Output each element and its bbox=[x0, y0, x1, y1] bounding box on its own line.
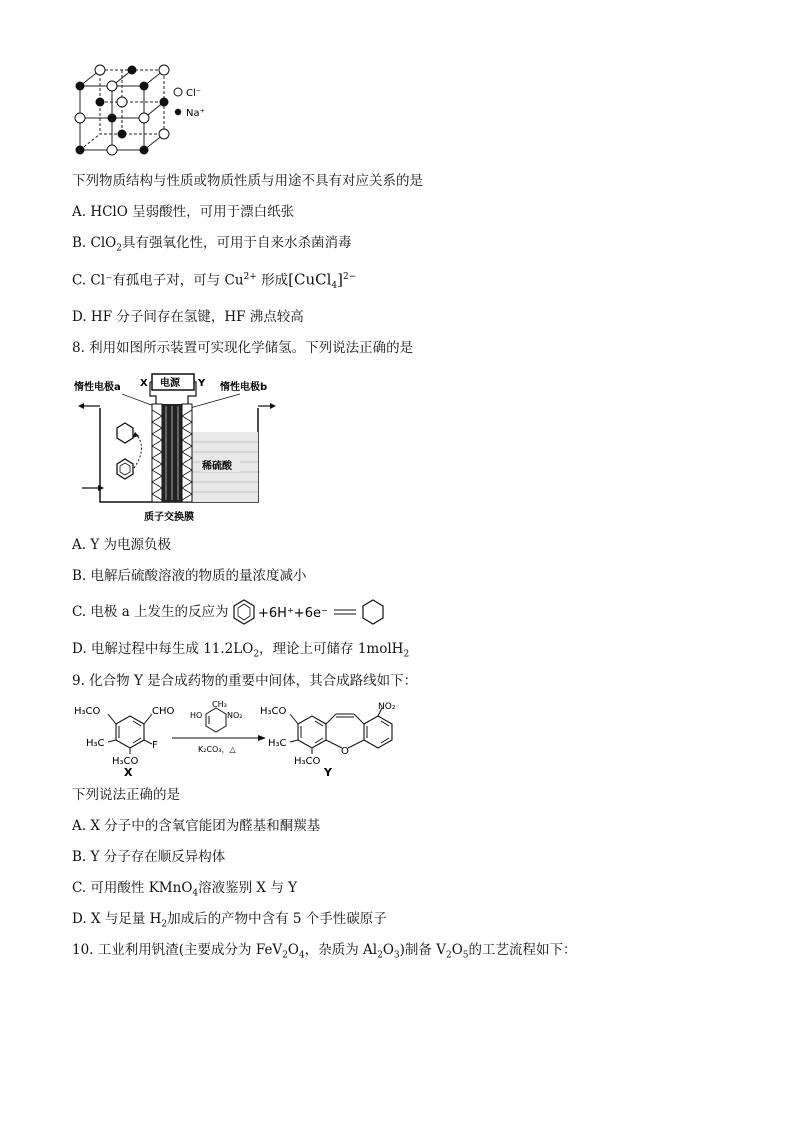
cl-legend-marker bbox=[174, 88, 182, 96]
acid-label: 稀硫酸 bbox=[202, 461, 232, 472]
q10-t2: ，杂质为 Al bbox=[304, 942, 378, 958]
y-och3-bottom: H₃CO bbox=[294, 756, 321, 767]
q9-option-d-pre: D. X 与足量 H bbox=[72, 911, 162, 927]
terminal-x-label: X bbox=[140, 378, 148, 389]
reagent-no2: NO₂ bbox=[227, 711, 243, 720]
y-ring-oxygen: O bbox=[341, 746, 349, 757]
cyclohexane-ring-icon bbox=[363, 600, 383, 624]
x-f: F bbox=[152, 740, 158, 751]
q7-option-c-complex-sup: 2− bbox=[342, 272, 357, 282]
q8-option-d-pre: D. 电解过程中每生成 11.2LO bbox=[72, 641, 254, 657]
na-legend-label: Na⁺ bbox=[186, 108, 205, 119]
electrolysis-cell-figure bbox=[72, 368, 282, 526]
membrane-label: 质子交换膜 bbox=[144, 512, 194, 523]
conversion-arrow bbox=[134, 434, 142, 468]
reaction-conditions: K₂CO₃，△ bbox=[198, 745, 236, 754]
q8-option-d bbox=[72, 640, 409, 664]
q8-option-d-mid: ，理论上可储存 1molH bbox=[259, 641, 404, 657]
q10-stem bbox=[72, 941, 577, 965]
q9-option-a: A. X 分子中的含氧官能团为醛基和酮羰基 bbox=[72, 818, 321, 834]
q10-t4: )制备 V bbox=[399, 942, 446, 958]
q7-option-c-complex-sub: 4 bbox=[331, 281, 338, 292]
q10-t3: O bbox=[382, 942, 394, 958]
q10-stem-pre: 10. 工业利用钒渣(主要成分为 FeV bbox=[72, 942, 283, 958]
y-no2: NO₂ bbox=[378, 702, 396, 712]
q7-option-b bbox=[72, 234, 351, 258]
q9-option-d bbox=[72, 910, 387, 934]
q7-stem: 下列物质结构与性质或物质性质与用途不具有对应关系的是 bbox=[72, 173, 423, 189]
y-och3-top: H₃CO bbox=[260, 706, 287, 717]
q7-option-c-complex: [CuCl bbox=[288, 270, 332, 289]
y-ch3: H₃C bbox=[268, 738, 287, 749]
electrode-a-label: 惰性电极a bbox=[74, 382, 121, 393]
q8-option-c bbox=[72, 603, 229, 621]
x-och3-bottom: H₃CO bbox=[112, 756, 139, 767]
power-source-label: 电源 bbox=[160, 378, 180, 389]
q8-option-b: B. 电解后硫酸溶液的物质的量浓度减小 bbox=[72, 568, 307, 584]
y-label: Y bbox=[324, 766, 332, 778]
q9-option-c bbox=[72, 879, 297, 903]
synthesis-route-figure bbox=[72, 700, 402, 778]
q8-option-c-pre: C. 电极 a 上发生的反应为 bbox=[72, 604, 229, 620]
q9-option-b: B. Y 分子存在顺反异构体 bbox=[72, 849, 226, 865]
terminal-y-label: Y bbox=[198, 378, 206, 389]
q7-option-a: A. HClO 呈弱酸性，可用于漂白纸张 bbox=[72, 204, 295, 220]
reagent-oh: HO bbox=[190, 711, 203, 720]
q7-option-b-sub: 2 bbox=[116, 243, 122, 254]
q9-question: 下列说法正确的是 bbox=[72, 787, 180, 803]
q8-option-c-equation bbox=[230, 598, 390, 626]
q7-option-c-pre: C. Cl⁻有孤电子对，可与 Cu bbox=[72, 272, 244, 289]
reagent-ch3: CH₃ bbox=[212, 700, 227, 709]
x-label: X bbox=[124, 766, 133, 778]
q9-option-c-pre: C. 可用酸性 KMnO bbox=[72, 880, 193, 896]
q10-t5: O bbox=[451, 942, 463, 958]
q8-option-d-sub: 2 bbox=[253, 649, 260, 660]
q10-s4: 3 bbox=[393, 950, 400, 961]
q9-stem: 9. 化合物 Y 是合成药物的重要中间体，其合成路线如下： bbox=[72, 673, 418, 689]
q10-t1: O bbox=[287, 942, 299, 958]
q10-s2: 4 bbox=[299, 950, 305, 961]
cyclohexane-icon bbox=[117, 423, 133, 443]
q8-option-c-eq-text: +6H⁺+6e⁻ bbox=[258, 606, 328, 621]
q10-s5: 2 bbox=[445, 950, 452, 961]
q10-s3: 2 bbox=[377, 950, 383, 961]
q7-option-c-sup: 2+ bbox=[243, 272, 257, 282]
q7-option-c-complex-close: ] bbox=[337, 270, 343, 289]
reagent-structure bbox=[206, 708, 226, 732]
q8-option-d-sub2: 2 bbox=[403, 649, 410, 660]
cl-legend-label: Cl⁻ bbox=[186, 88, 202, 99]
x-cho: CHO bbox=[152, 706, 175, 717]
na-legend-marker bbox=[175, 109, 181, 115]
q8-option-a: A. Y 为电源负极 bbox=[72, 537, 172, 553]
q7-option-b-post: 具有强氧化性，可用于自来水杀菌消毒 bbox=[121, 235, 352, 251]
benzene-icon bbox=[117, 459, 133, 479]
q9-option-c-sub: 4 bbox=[192, 888, 199, 899]
q7-option-c bbox=[72, 268, 356, 295]
q9-option-d-sub: 2 bbox=[161, 919, 168, 930]
q10-s6: 5 bbox=[462, 950, 469, 961]
q8-stem: 8. 利用如图所示装置可实现化学储氢。下列说法正确的是 bbox=[72, 340, 414, 356]
benzene-ring-icon bbox=[234, 600, 254, 624]
q7-option-b-pre: B. ClO bbox=[72, 235, 117, 251]
q7-option-d: D. HF 分子间存在氢键，HF 沸点较高 bbox=[72, 309, 304, 325]
q10-t6: 的工艺流程如下： bbox=[468, 942, 577, 958]
q9-option-d-post: 加成后的产物中含有 5 个手性碳原子 bbox=[167, 911, 387, 927]
q7-option-c-mid: 形成 bbox=[256, 272, 289, 289]
compound-x-structure bbox=[108, 714, 152, 754]
q10-s1: 2 bbox=[282, 950, 288, 961]
nacl-lattice-figure bbox=[70, 64, 230, 164]
x-och3-top: H₃CO bbox=[74, 706, 101, 717]
electrode-b-label: 惰性电极b bbox=[220, 382, 268, 393]
x-ch3: H₃C bbox=[86, 738, 105, 749]
q9-option-c-post: 溶液鉴别 X 与 Y bbox=[198, 880, 298, 896]
